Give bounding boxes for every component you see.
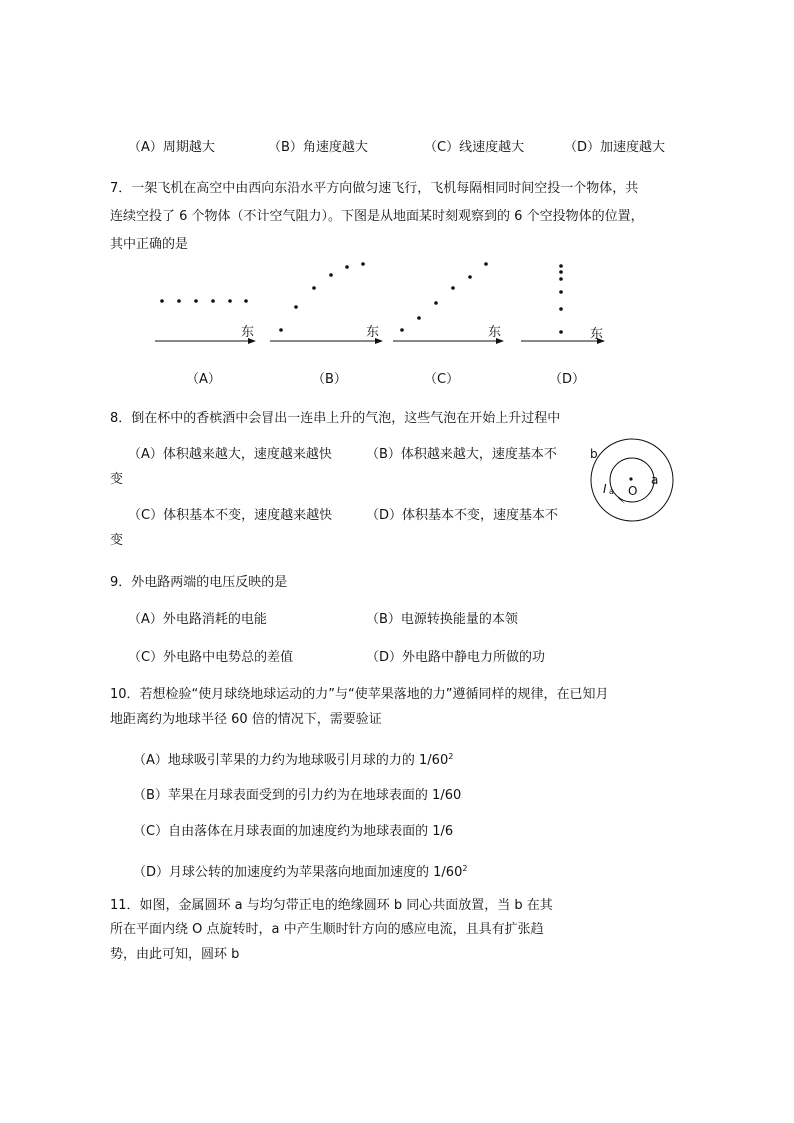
center-point bbox=[629, 477, 632, 480]
q10-option-d: （D）月球公转的加速度约为苹果落向地面加速度的 $1/60^2$ bbox=[133, 864, 468, 880]
q6-option-d: （D）加速度越大 bbox=[564, 140, 666, 155]
q6-option-b: （B）角速度越大 bbox=[268, 140, 368, 155]
q7-east-label-a: 东 bbox=[241, 325, 255, 340]
q10-option-d-superscript: 2 bbox=[462, 864, 468, 873]
q7-east-label-d: 东 bbox=[590, 327, 604, 342]
q10-option-a-superscript: 2 bbox=[448, 752, 454, 761]
q10-stem-line-2: 地距离约为地球半径 60 倍的情况下，需要验证 bbox=[110, 712, 382, 727]
q10-option-b: （B）苹果在月球表面受到的引力约为在地球表面的 1/60 bbox=[133, 788, 462, 803]
q7-panel-label-b: （B） bbox=[312, 372, 347, 387]
q7-stem-line-1: 7．一架飞机在高空中由西向东沿水平方向做匀速飞行，飞机每隔相同时间空投一个物体，共 bbox=[110, 181, 639, 196]
q7-panel-label-a: （A） bbox=[186, 372, 221, 387]
q10-option-a: （A）地球吸引苹果的力约为地球吸引月球的力的 $1/60^2$ bbox=[133, 752, 454, 768]
q8-option-b-wrap: 变 bbox=[110, 472, 124, 487]
q7-east-label-c: 东 bbox=[488, 325, 502, 340]
q8-option-d-wrap: 变 bbox=[110, 533, 124, 548]
q9-option-b: （B）电源转换能量的本领 bbox=[366, 612, 518, 627]
q7-panel-label-d: （D） bbox=[549, 372, 586, 387]
q9-option-c: （C）外电路中电势总的差值 bbox=[128, 650, 294, 665]
q8-option-b: （B）体积越来越大，速度基本不 bbox=[366, 447, 557, 462]
q8-option-a: （A）体积越来越大，速度越来越快 bbox=[128, 447, 332, 462]
current-label: I bbox=[603, 482, 607, 496]
q7-east-label-b: 东 bbox=[366, 325, 380, 340]
q8-stem: 8．倒在杯中的香槟酒中会冒出一连串上升的气泡，这些气泡在开始上升过程中 bbox=[110, 411, 561, 426]
q9-option-d: （D）外电路中静电力所做的功 bbox=[366, 650, 546, 665]
q11-stem-line-2: 所在平面内绕 O 点旋转时，a 中产生顺时针方向的感应电流，且具有扩张趋 bbox=[110, 922, 544, 937]
q6-option-a: （A）周期越大 bbox=[128, 140, 215, 155]
ring-b-label: b bbox=[590, 447, 598, 461]
q6-option-c: （C）线速度越大 bbox=[424, 140, 525, 155]
q9-stem: 9．外电路两端的电压反映的是 bbox=[110, 575, 288, 590]
q8-option-c: （C）体积基本不变，速度越来越快 bbox=[128, 508, 333, 523]
q9-option-a: （A）外电路消耗的电能 bbox=[128, 612, 267, 627]
q8-option-d: （D）体积基本不变，速度基本不 bbox=[366, 508, 559, 523]
q7-stem-line-3: 其中正确的是 bbox=[110, 237, 189, 252]
q11-stem-line-1: 11．如图，金属圆环 a 与均匀带正电的绝缘圆环 b 同心共面放置，当 b 在其 bbox=[110, 898, 553, 913]
q10-option-c: （C）自由落体在月球表面的加速度约为地球表面的 1/6 bbox=[133, 824, 454, 839]
center-o-label: O bbox=[628, 484, 638, 498]
q7-stem-line-2: 连续空投了 6 个物体（不计空气阻力）。下图是从地面某时刻观察到的 6 个空投物体的位置， bbox=[110, 209, 644, 224]
current-label-subscript: a bbox=[609, 487, 614, 496]
q7-panel-label-c: （C） bbox=[424, 372, 460, 387]
ring-a-label: a bbox=[651, 473, 659, 487]
q11-stem-line-3: 势，由此可知，圆环 b bbox=[110, 947, 240, 962]
q10-stem-line-1: 10．若想检验“使月球绕地球运动的力”与“使苹果落地的力”遵循同样的规律，在已知月 bbox=[110, 687, 609, 702]
